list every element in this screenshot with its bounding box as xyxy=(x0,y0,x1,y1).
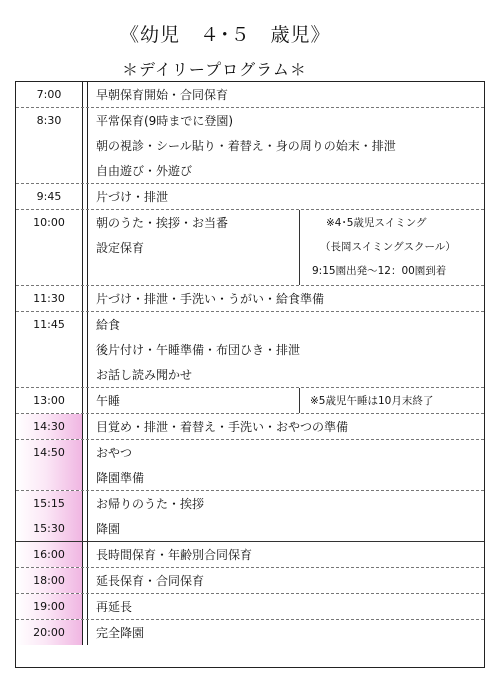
activity-cell xyxy=(88,414,484,439)
activity-text: 完全降園 xyxy=(96,626,145,640)
time-label: 18:00 xyxy=(33,574,65,587)
activity-cell xyxy=(88,108,484,183)
activity-cell xyxy=(88,184,484,209)
time-label: 15:30 xyxy=(33,522,65,535)
schedule-row xyxy=(16,440,484,491)
schedule-row xyxy=(16,568,484,594)
schedule-row xyxy=(16,594,484,620)
time-label: 11:45 xyxy=(33,318,65,331)
time-cell xyxy=(16,440,82,490)
schedule-row xyxy=(16,388,484,414)
schedule-row xyxy=(16,491,484,542)
schedule-row xyxy=(16,414,484,440)
time-cell xyxy=(16,184,82,209)
time-cell xyxy=(16,620,82,645)
note-text: ※4･5歳児スイミング xyxy=(326,216,427,229)
activity-text: お帰りのうた・挨拶 xyxy=(96,497,205,511)
schedule-row xyxy=(16,620,484,645)
activity-cell xyxy=(88,440,484,490)
activity-text: 降園準備 xyxy=(96,471,145,485)
time-label: 16:00 xyxy=(33,548,65,561)
schedule-row xyxy=(16,82,484,108)
activity-cell xyxy=(88,542,484,567)
activity-text: 延長保育・合同保育 xyxy=(96,574,205,588)
time-label: 20:00 xyxy=(33,626,65,639)
activity-text: 午睡 xyxy=(96,394,121,408)
activity-cell xyxy=(88,312,484,387)
schedule-row xyxy=(16,312,484,388)
time-cell xyxy=(16,108,82,183)
time-label: 7:00 xyxy=(36,88,62,101)
activity-cell xyxy=(88,82,484,107)
time-label: 14:50 xyxy=(33,446,65,459)
activity-text: 片づけ・排泄・手洗い・うがい・給食準備 xyxy=(96,292,325,306)
activity-text: 平常保育(9時までに登園) xyxy=(96,114,233,128)
activity-cell xyxy=(88,491,484,541)
activity-text: 自由遊び・外遊び xyxy=(96,164,193,178)
schedule-row xyxy=(16,210,484,286)
schedule-row xyxy=(16,184,484,210)
time-label: 14:30 xyxy=(33,420,65,433)
activity-text: おやつ xyxy=(96,446,133,460)
activity-text: 朝の視診・シール貼り・着替え・身の周りの始末・排泄 xyxy=(96,139,396,153)
time-cell xyxy=(16,594,82,619)
note-text: ※5歳児午睡は10月末終了 xyxy=(310,394,434,407)
time-cell xyxy=(16,542,82,567)
activity-cell xyxy=(88,620,484,645)
time-label: 10:00 xyxy=(33,216,65,229)
schedule-table xyxy=(15,81,485,668)
time-label: 19:00 xyxy=(33,600,65,613)
time-label: 13:00 xyxy=(33,394,65,407)
activity-text: 早朝保育開始・合同保育 xyxy=(96,88,229,102)
activity-text: 長時間保育・年齢別合同保育 xyxy=(96,548,253,562)
time-cell xyxy=(16,312,82,387)
time-cell xyxy=(16,491,82,541)
activity-text: 片づけ・排泄 xyxy=(96,190,169,204)
activity-text: お話し読み聞かせ xyxy=(96,368,193,382)
time-cell xyxy=(16,568,82,593)
schedule-row xyxy=(16,542,484,568)
time-label: 15:15 xyxy=(33,497,65,510)
schedule-row xyxy=(16,286,484,312)
activity-text: 目覚め・排泄・着替え・手洗い・おやつの準備 xyxy=(96,420,349,434)
activity-cell xyxy=(88,568,484,593)
page-subtitle: ＊デイリープログラム＊ xyxy=(122,60,307,79)
activity-cell xyxy=(88,286,484,311)
time-cell xyxy=(16,82,82,107)
nap-note xyxy=(299,388,484,413)
time-label: 11:30 xyxy=(33,292,65,305)
activity-text: 再延長 xyxy=(96,600,133,614)
activity-text: 給食 xyxy=(96,318,121,332)
activity-text: 後片付け・午睡準備・布団ひき・排泄 xyxy=(96,343,301,357)
note-text: 9:15園出発～12：00園到着 xyxy=(312,264,447,277)
schedule-row xyxy=(16,108,484,184)
time-cell xyxy=(16,286,82,311)
time-cell xyxy=(16,210,82,285)
time-cell xyxy=(16,414,82,439)
activity-cell xyxy=(88,594,484,619)
swimming-note xyxy=(299,210,484,285)
activity-text: 降園 xyxy=(96,522,121,536)
activity-text: 設定保育 xyxy=(96,241,145,255)
page-title: 《幼児 ４･５ 歳児》 xyxy=(120,24,331,46)
note-text: （長岡スイミングスクール） xyxy=(320,240,456,253)
time-cell xyxy=(16,388,82,413)
time-label: 9:45 xyxy=(36,190,62,203)
time-label: 8:30 xyxy=(36,114,62,127)
activity-text: 朝のうた・挨拶・お当番 xyxy=(96,216,229,230)
